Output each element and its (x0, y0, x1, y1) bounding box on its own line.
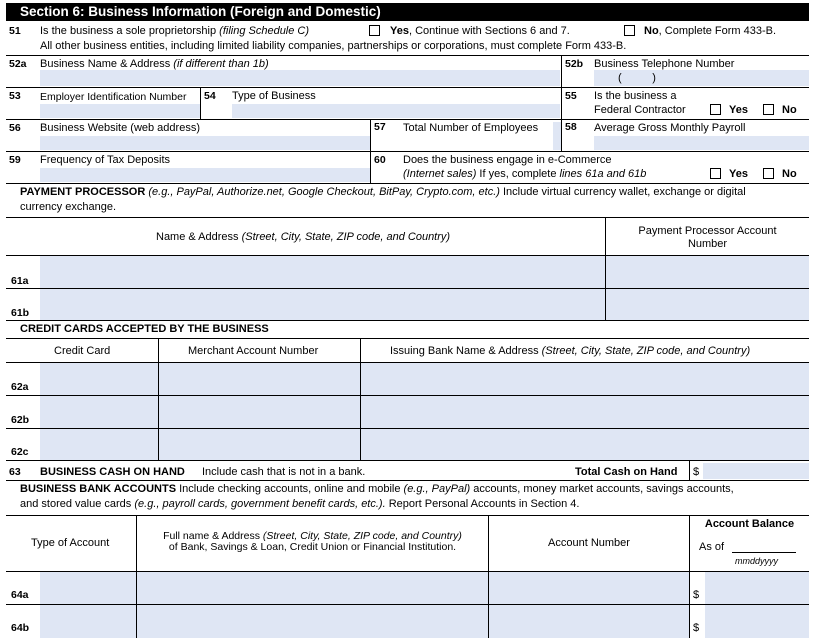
line-55-no-checkbox[interactable] (763, 104, 774, 115)
bank-col2-italic: (Street, City, State, ZIP code, and Country) (262, 530, 462, 542)
cards-col3-italic: (Street, City, State, ZIP code, and Country) (541, 345, 751, 357)
card-62b-bank-field[interactable] (361, 396, 809, 428)
line-54-number: 54 (204, 90, 216, 102)
line-51-yes-label (390, 25, 570, 37)
bank-col2-line2: of Bank, Savings & Loan, Credit Union or Financial Institution. (168, 541, 457, 553)
card-62b-merchant-field[interactable] (159, 396, 360, 428)
line-60-no-label: No (782, 168, 797, 180)
bank-col-type: Type of Account (31, 537, 110, 549)
line-55-line2: Federal Contractor (594, 104, 686, 116)
total-cash-label: Total Cash on Hand (575, 466, 678, 478)
line-51-yes-checkbox[interactable] (369, 25, 380, 36)
line-55-yes-label: Yes (729, 104, 748, 116)
line-51-yes-bold: Yes (390, 25, 409, 37)
line-60-yes-label: Yes (729, 168, 748, 180)
payment-col1-text: Name & Address (156, 231, 242, 243)
bank-rest2: accounts, money market accounts, savings accounts, (470, 483, 734, 495)
line-60-line2 (403, 168, 646, 180)
bank-line2a: and stored value cards (20, 498, 135, 510)
line-56-number: 56 (9, 122, 21, 134)
line-52b-label: Business Telephone Number (594, 58, 735, 70)
line-60-rest: If yes, complete (476, 168, 560, 180)
ein-field[interactable] (40, 104, 200, 118)
line-53-number: 53 (9, 90, 21, 102)
payment-italic: (e.g., PayPal, Authorize.net, Google Checkout, BitPay, Crypto.com, etc.) (148, 186, 500, 198)
row-62c-number: 62c (11, 446, 29, 458)
line-60-number: 60 (374, 154, 386, 166)
line-57-number: 57 (374, 121, 386, 133)
line-60-yes-checkbox[interactable] (710, 168, 721, 179)
payment-61a-name-field[interactable] (40, 256, 605, 288)
bank-64a-type-field[interactable] (40, 572, 136, 604)
bank-64a-balance-field[interactable] (705, 572, 809, 604)
line-52a-label (40, 58, 269, 70)
line-60-line1: Does the business engage in e-Commerce (403, 154, 612, 166)
date-format-hint: mmddyyyy (735, 556, 779, 566)
row-62b-number: 62b (11, 414, 30, 426)
line-52b-number: 52b (565, 58, 584, 70)
bank-italic1: (e.g., PayPal) (403, 483, 471, 495)
as-of-date-line (732, 552, 796, 553)
bank-64a-name-field[interactable] (137, 572, 488, 604)
payment-col1-italic: (Street, City, State, ZIP code, and Country) (241, 231, 451, 243)
bank-64b-account-field[interactable] (489, 605, 689, 638)
line-51-no-label (644, 25, 776, 37)
payment-rest: Include virtual currency wallet, exchange or digital (499, 186, 746, 198)
card-62c-merchant-field[interactable] (159, 429, 360, 460)
payment-title: PAYMENT PROCESSOR (20, 186, 149, 198)
website-field[interactable] (40, 136, 370, 150)
bank-64b-balance-field[interactable] (705, 605, 809, 638)
card-62b-card-field[interactable] (40, 396, 158, 428)
frequency-deposits-field[interactable] (40, 168, 370, 182)
payment-processor-heading (20, 186, 746, 198)
line-60-no-checkbox[interactable] (763, 168, 774, 179)
bank-64b-name-field[interactable] (137, 605, 488, 638)
line-63-title: BUSINESS CASH ON HAND (40, 466, 185, 478)
cards-col-bank (390, 345, 750, 357)
line-63-number: 63 (9, 466, 21, 478)
card-62a-bank-field[interactable] (361, 363, 809, 395)
line-58-number: 58 (565, 121, 577, 133)
section-header: Section 6: Business Information (Foreign and Domestic) (6, 3, 809, 21)
line-59-label: Frequency of Tax Deposits (40, 154, 171, 166)
line-59-number: 59 (9, 154, 21, 166)
row-64a-dollar: $ (693, 589, 700, 601)
line-55-number: 55 (565, 90, 577, 102)
line-58-label: Average Gross Monthly Payroll (594, 122, 746, 134)
line-54-label: Type of Business (232, 90, 316, 102)
as-of-label: As of (699, 541, 725, 553)
line-51-no-checkbox[interactable] (624, 25, 635, 36)
row-62a-number: 62a (11, 381, 29, 393)
cash-on-hand-field[interactable] (703, 463, 809, 479)
bank-64a-account-field[interactable] (489, 572, 689, 604)
cash-dollar-sign: $ (693, 466, 700, 478)
payment-61b-account-field[interactable] (606, 289, 809, 320)
line-60-italic2: lines 61a and 61b (559, 168, 647, 180)
line-52a-label-text: Business Name & Address (40, 58, 174, 70)
payment-col-name-address (156, 231, 450, 243)
payroll-field[interactable] (594, 136, 809, 150)
bank-col-balance: Account Balance (704, 518, 795, 530)
payment-col-account-line2: Number (687, 238, 728, 250)
line-57-label: Total Number of Employees (403, 122, 539, 134)
line-51-question-text: Is the business a sole proprietorship (40, 25, 220, 37)
cards-col-credit-card: Credit Card (54, 345, 111, 357)
bank-line2b: Report Personal Accounts in Section 4. (385, 498, 580, 510)
line-55-no-label: No (782, 104, 797, 116)
line-55-yes-checkbox[interactable] (710, 104, 721, 115)
row-61b-number: 61b (11, 307, 30, 319)
line-51-question (40, 25, 309, 37)
credit-cards-heading: CREDIT CARDS ACCEPTED BY THE BUSINESS (20, 323, 269, 335)
line-63-rest: Include cash that is not in a bank. (202, 466, 366, 478)
bank-col-fullname (137, 531, 488, 553)
bank-rest1: Include checking accounts, online and mobile (176, 483, 404, 495)
payment-processor-line2: currency exchange. (20, 201, 116, 213)
card-62c-card-field[interactable] (40, 429, 158, 460)
payment-col-account-line1: Payment Processor Account (638, 225, 777, 237)
row-61a-number: 61a (11, 275, 29, 287)
cards-col3-text: Issuing Bank Name & Address (390, 345, 542, 357)
bank-64b-type-field[interactable] (40, 605, 136, 638)
line-51-no-rest: , Complete Form 433-B. (658, 25, 777, 37)
phone-parentheses: ( ) (618, 72, 656, 84)
line-51-note: All other business entities, including limited liability companies, partnerships or corporations, must complete Form 433-B. (40, 40, 627, 52)
bank-line2-italic: (e.g., payroll cards, government benefit cards, etc.). (134, 498, 386, 510)
business-name-field[interactable] (40, 70, 560, 86)
line-56-label: Business Website (web address) (40, 122, 200, 134)
bank-col2-a: Full name & Address (163, 530, 263, 542)
card-62a-card-field[interactable] (40, 363, 158, 395)
line-60-italic: (Internet sales) (403, 168, 477, 180)
line-51-number: 51 (9, 25, 21, 37)
bank-line2 (20, 498, 579, 510)
line-51-yes-rest: , Continue with Sections 6 and 7. (408, 25, 570, 37)
line-51-question-italic: (filing Schedule C) (219, 25, 310, 37)
employees-field[interactable] (553, 122, 561, 150)
bank-col-account-number: Account Number (548, 537, 630, 549)
line-52a-label-italic: (if different than 1b) (173, 58, 269, 70)
line-53-label: Employer Identification Number (40, 91, 187, 103)
cards-col-merchant: Merchant Account Number (188, 345, 319, 357)
line-55-line1: Is the business a (594, 90, 677, 102)
line-51-no-bold: No (644, 25, 659, 37)
bank-heading (20, 483, 734, 495)
payment-61b-name-field[interactable] (40, 289, 605, 320)
type-of-business-field[interactable] (232, 104, 560, 118)
card-62a-merchant-field[interactable] (159, 363, 360, 395)
row-64b-number: 64b (11, 622, 30, 634)
row-64b-dollar: $ (693, 622, 700, 634)
row-64a-number: 64a (11, 589, 29, 601)
line-52a-number: 52a (9, 58, 27, 70)
bank-title: BUSINESS BANK ACCOUNTS (20, 483, 177, 495)
card-62c-bank-field[interactable] (361, 429, 809, 460)
payment-61a-account-field[interactable] (606, 256, 809, 288)
